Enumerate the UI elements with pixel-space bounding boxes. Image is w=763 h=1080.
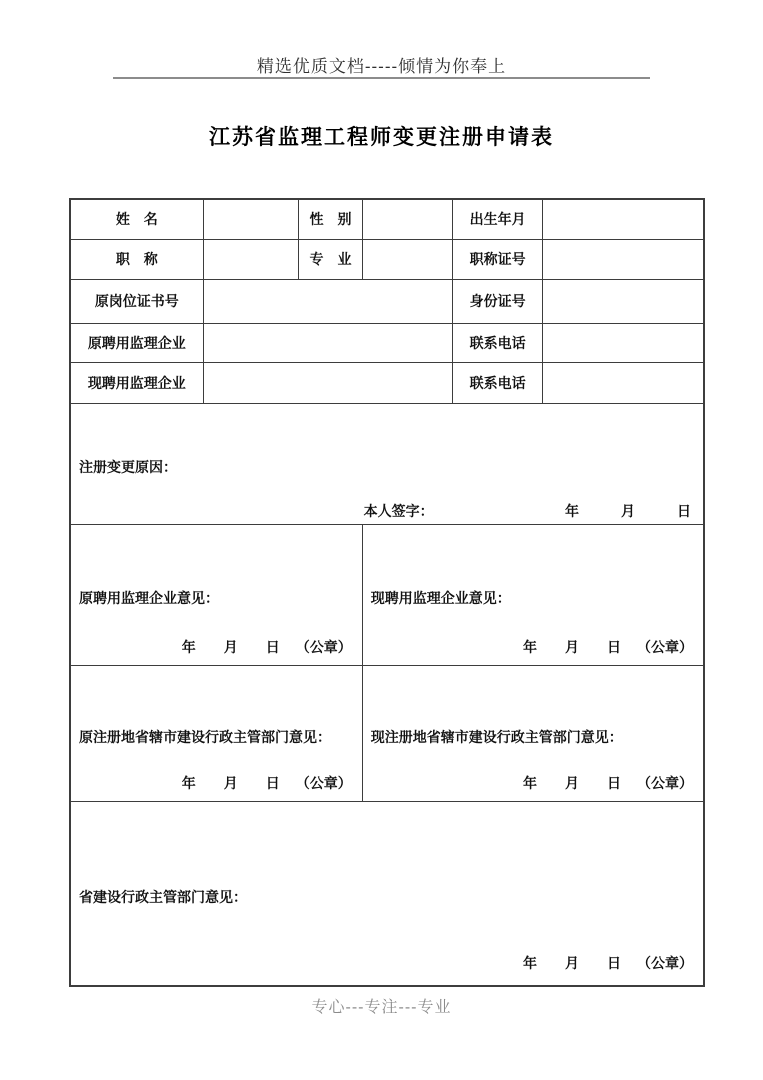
date-seal-line	[182, 637, 362, 657]
id-card-no-value	[543, 279, 704, 323]
day-label: 日	[265, 774, 280, 791]
table-row	[70, 362, 704, 403]
month-label: 月	[621, 502, 635, 519]
orig-contact-phone-value	[543, 323, 704, 362]
table-row	[70, 279, 704, 323]
signature-label: 本人签字：	[363, 502, 434, 519]
major-label: 专 业	[299, 239, 362, 279]
title-cert-no-label: 职称证号	[452, 239, 543, 279]
table-row	[70, 403, 704, 524]
application-form-table	[69, 198, 705, 987]
official-seal-label: （公章）	[637, 955, 693, 971]
current-city-authority-opinion-section	[362, 665, 704, 801]
official-seal-label: （公章）	[295, 774, 352, 791]
title-cert-no-value	[543, 239, 704, 279]
day-label: 日	[607, 774, 621, 791]
header-watermark: 精选优质文档-----倾情为你奉上	[256, 57, 507, 76]
table-row	[70, 199, 704, 239]
month-label: 月	[223, 774, 238, 791]
id-card-no-label: 身份证号	[452, 279, 543, 323]
year-label: 年	[523, 955, 537, 971]
current-contact-phone-label: 联系电话	[452, 362, 543, 403]
official-seal-label: （公章）	[637, 638, 693, 655]
current-contact-phone-value	[543, 362, 704, 403]
date-seal-line	[523, 773, 703, 793]
province-authority-opinion-section	[70, 801, 704, 986]
table-row	[70, 801, 704, 986]
year-label: 年	[523, 774, 537, 791]
birth-date-value	[543, 199, 704, 239]
orig-contact-phone-label: 联系电话	[452, 323, 543, 362]
major-value	[362, 239, 452, 279]
year-label: 年	[181, 638, 196, 655]
name-value	[203, 199, 299, 239]
year-label: 年	[181, 774, 196, 791]
table-row	[70, 524, 704, 665]
change-reason-label: 注册变更原因：	[79, 459, 177, 475]
current-employer-opinion-section	[362, 524, 704, 665]
gender-value	[362, 199, 452, 239]
header-divider	[113, 77, 650, 79]
year-label: 年	[523, 638, 537, 655]
date-seal-line	[182, 773, 362, 793]
table-row	[70, 239, 704, 279]
month-label: 月	[565, 774, 579, 791]
day-label: 日	[265, 638, 280, 655]
signature-date-line	[565, 501, 691, 521]
date-seal-line	[523, 637, 703, 657]
job-title-label: 职 称	[70, 239, 203, 279]
province-authority-opinion-label: 省建设行政主管部门意见：	[79, 888, 247, 905]
month-label: 月	[565, 638, 579, 655]
month-label: 月	[565, 955, 579, 971]
orig-employer-opinion-section	[70, 524, 362, 665]
current-employer-opinion-label: 现聘用监理企业意见：	[370, 590, 511, 606]
day-label: 日	[677, 502, 691, 519]
month-label: 月	[223, 638, 238, 655]
current-city-authority-opinion-label: 现注册地省辖市建设行政主管部门意见：	[370, 728, 623, 745]
orig-post-cert-no-label: 原岗位证书号	[70, 279, 203, 323]
page-title: 江苏省监理工程师变更注册申请表	[209, 126, 554, 149]
orig-city-authority-opinion-section	[70, 665, 362, 801]
job-title-value	[203, 239, 299, 279]
day-label: 日	[607, 955, 621, 971]
table-row	[70, 323, 704, 362]
orig-employer-opinion-label: 原聘用监理企业意见：	[79, 590, 219, 606]
year-label: 年	[565, 502, 579, 519]
current-employer-value	[203, 362, 452, 403]
orig-employer-value	[203, 323, 452, 362]
birth-date-label: 出生年月	[452, 199, 543, 239]
orig-employer-label: 原聘用监理企业	[70, 323, 203, 362]
applicant-signature-line	[364, 501, 703, 521]
orig-post-cert-no-value	[203, 279, 452, 323]
footer-watermark: 专心---专注---专业	[311, 999, 452, 1016]
official-seal-label: （公章）	[295, 638, 352, 655]
change-reason-section	[70, 403, 704, 524]
day-label: 日	[607, 638, 621, 655]
current-employer-label: 现聘用监理企业	[70, 362, 203, 403]
orig-city-authority-opinion-label: 原注册地省辖市建设行政主管部门意见：	[79, 728, 331, 745]
gender-label: 性 别	[299, 199, 362, 239]
name-label: 姓 名	[70, 199, 203, 239]
official-seal-label: （公章）	[637, 774, 693, 791]
table-row	[70, 665, 704, 801]
date-seal-line	[523, 953, 703, 973]
